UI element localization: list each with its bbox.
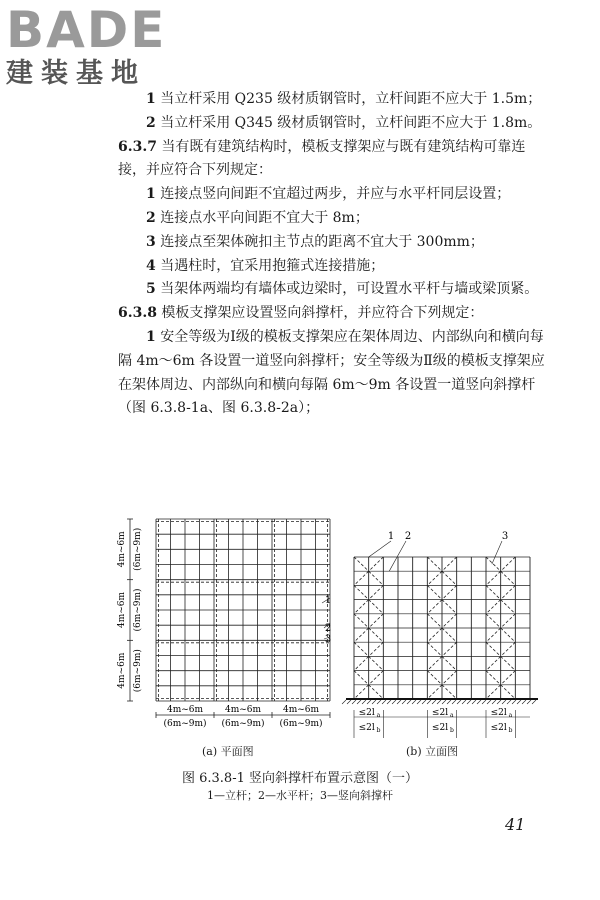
elev-brace-line xyxy=(501,685,516,699)
elev-ground-hatch xyxy=(487,700,491,704)
paragraph-text: 当立杆采用 Q235 级材质钢管时，立杆间距不应大于 1.5m； xyxy=(155,91,542,107)
plan-callout-label: 3 xyxy=(324,634,332,645)
plan-span-label: 4m~6m xyxy=(282,705,320,715)
paragraph-text: 当遇柱时，宜采用抱箍式连接措施； xyxy=(155,257,385,274)
elev-brace-line xyxy=(369,656,384,670)
elev-brace-line xyxy=(501,656,516,670)
elev-ground-hatch xyxy=(357,700,361,704)
elev-brace-line xyxy=(501,628,516,642)
elev-ground-hatch xyxy=(422,700,426,704)
page-number: 41 xyxy=(505,815,526,834)
elev-ground-hatch xyxy=(492,700,496,704)
elev-ground-hatch xyxy=(372,700,376,704)
plan-span-label: (6m~9m) xyxy=(221,719,265,729)
logo-chinese: 建装基地 xyxy=(6,58,146,89)
paragraph-text: 当架体两端均有墙体或边梁时，可设置水平杆与墙或梁顶紧。 xyxy=(155,281,539,298)
elev-dimension-subscript: a xyxy=(450,712,454,719)
elev-ground-hatch xyxy=(342,700,346,704)
elev-ground-hatch xyxy=(477,700,481,704)
paragraph-text: 连接点竖向间距不宜超过两步，并应与水平杆同层设置； xyxy=(155,186,511,203)
elev-ground-hatch xyxy=(457,700,461,704)
item-number: 1 xyxy=(146,186,156,203)
elev-brace-line xyxy=(427,685,442,699)
elev-brace-line xyxy=(442,571,457,585)
elev-brace-line xyxy=(486,614,501,628)
elev-brace-line xyxy=(427,656,442,670)
elev-ground-hatch xyxy=(442,700,446,704)
plan-span-label: 4m~6m xyxy=(224,705,262,715)
elev-ground-hatch xyxy=(507,700,511,704)
elev-brace-line xyxy=(369,628,384,642)
elevation-caption: (b) 立面图 xyxy=(406,745,459,758)
elev-ground-hatch xyxy=(502,700,506,704)
elev-ground-hatch xyxy=(532,700,536,704)
elev-brace-line xyxy=(442,600,457,614)
elev-ground-hatch xyxy=(462,700,466,704)
elev-brace-line xyxy=(427,614,442,628)
elev-brace-line xyxy=(486,642,501,656)
elev-dimension-label: ≤2l xyxy=(358,723,375,733)
elev-ground-hatch xyxy=(397,700,401,704)
elev-brace-line xyxy=(427,671,442,685)
elev-dimension-subscript: a xyxy=(508,712,513,719)
elev-brace-line xyxy=(427,642,442,656)
elev-ground-hatch xyxy=(407,700,411,704)
elev-ground-hatch xyxy=(417,700,421,704)
elev-brace-line xyxy=(501,585,516,599)
elev-brace-line xyxy=(369,685,384,699)
elev-brace-line xyxy=(486,656,501,670)
plan-caption: (a) 平面图 xyxy=(202,745,254,758)
elev-brace-line xyxy=(486,585,501,599)
body-text xyxy=(118,88,548,421)
elev-dimension-label: ≤2l xyxy=(490,723,507,733)
elev-brace-line xyxy=(501,614,516,628)
elev-ground-hatch xyxy=(367,700,371,704)
item-number: 5 xyxy=(146,281,156,298)
elev-ground-hatch xyxy=(497,700,501,704)
elev-brace-line xyxy=(369,614,384,628)
section-paragraph xyxy=(118,302,548,326)
elev-dimension-label: ≤2l xyxy=(358,708,375,718)
elev-brace-line xyxy=(486,600,501,614)
elev-brace-line xyxy=(501,557,516,571)
elev-brace-line xyxy=(442,614,457,628)
list-item xyxy=(118,207,548,231)
plan-span-label: 4m~6m xyxy=(117,652,127,689)
elev-brace-line xyxy=(354,671,369,685)
elev-brace-line xyxy=(501,671,516,685)
paragraph-text: 当有既有建筑结构时，模板支撑架应与既有建筑结构可靠连接，并应符合下列规定： xyxy=(118,138,526,179)
list-item xyxy=(118,183,548,207)
list-item xyxy=(118,231,548,255)
elev-brace-line xyxy=(442,585,457,599)
elev-dimension-subscript: b xyxy=(450,727,454,734)
plan-callout-label: 2 xyxy=(324,623,332,634)
figure-legend: 1—立杆；2—水平杆；3—竖向斜撑杆 xyxy=(207,789,393,802)
elev-ground-hatch xyxy=(377,700,381,704)
elev-brace-line xyxy=(354,642,369,656)
elev-brace-line xyxy=(427,571,442,585)
plan-span-label: 4m~6m xyxy=(166,705,204,715)
elev-brace-line xyxy=(369,600,384,614)
elev-ground-hatch xyxy=(482,700,486,704)
elev-brace-line xyxy=(442,557,457,571)
list-item xyxy=(118,88,548,112)
elev-ground-hatch xyxy=(427,700,431,704)
item-number: 1 xyxy=(146,328,156,345)
plan-span-label: (6m~9m) xyxy=(133,649,143,693)
elev-brace-line xyxy=(354,628,369,642)
plan-span-label: (6m~9m) xyxy=(279,719,323,729)
elev-ground-hatch xyxy=(522,700,526,704)
elev-ground-hatch xyxy=(447,700,451,704)
elev-callout-label: 3 xyxy=(501,531,509,542)
elev-callout-label: 1 xyxy=(387,531,395,542)
elev-ground-hatch xyxy=(392,700,396,704)
section-number: 6.3.8 xyxy=(118,305,157,322)
elev-ground-hatch xyxy=(472,700,476,704)
brand-logo xyxy=(6,1,176,90)
paragraph-text: 当立杆采用 Q345 级材质钢管时，立杆间距不应大于 1.8m。 xyxy=(155,114,542,131)
elev-brace-line xyxy=(442,656,457,670)
elev-callout-label: 2 xyxy=(404,531,412,542)
item-number: 3 xyxy=(146,233,156,250)
elev-ground-hatch xyxy=(527,700,531,704)
plan-span-label: (6m~9m) xyxy=(163,719,207,729)
elev-callout-leader xyxy=(369,541,391,557)
elev-ground-hatch xyxy=(452,700,456,704)
plan-span-label: 4m~6m xyxy=(117,531,127,568)
elev-brace-line xyxy=(486,685,501,699)
list-item xyxy=(118,326,548,421)
plan-span-label: 4m~6m xyxy=(117,591,127,629)
elev-brace-line xyxy=(427,557,442,571)
elev-brace-line xyxy=(427,600,442,614)
elev-brace-line xyxy=(369,642,384,656)
item-number: 1 xyxy=(146,91,156,107)
elev-brace-line xyxy=(501,571,516,585)
elev-ground-hatch xyxy=(362,700,366,704)
elev-ground-hatch xyxy=(382,700,386,704)
elev-ground-hatch xyxy=(387,700,391,704)
elev-brace-line xyxy=(442,671,457,685)
elev-brace-line xyxy=(369,557,384,571)
item-number: 2 xyxy=(146,209,156,226)
elev-brace-line xyxy=(354,685,369,699)
elev-brace-line xyxy=(354,600,369,614)
elev-brace-line xyxy=(501,642,516,656)
item-number: 2 xyxy=(146,114,156,131)
elev-brace-line xyxy=(486,557,501,571)
plan-callout-label: 1 xyxy=(324,595,332,606)
elev-dimension-label: ≤2l xyxy=(490,708,507,718)
plan-span-label: (6m~9m) xyxy=(133,588,143,632)
elev-brace-line xyxy=(486,671,501,685)
elev-ground-hatch xyxy=(402,700,406,704)
elev-ground-hatch xyxy=(432,700,436,704)
figure-title: 图 6.3.8-1 竖向斜撑杆布置示意图（一） xyxy=(181,771,418,786)
paragraph-text: 连接点水平向间距不宜大于 8m； xyxy=(155,209,369,226)
elev-ground-hatch xyxy=(352,700,356,704)
item-number: 4 xyxy=(146,257,156,274)
elev-ground-hatch xyxy=(467,700,471,704)
elev-dimension-label: ≤2l xyxy=(431,723,449,733)
elev-brace-line xyxy=(354,571,369,585)
elev-brace-line xyxy=(354,614,369,628)
elev-ground-hatch xyxy=(517,700,521,704)
elev-brace-line xyxy=(486,628,501,642)
elev-ground-hatch xyxy=(437,700,441,704)
elev-dimension-label: ≤2l xyxy=(431,708,449,718)
paragraph-text: 安全等级为Ⅰ级的模板支撑架应在架体周边、内部纵向和横向每隔 4m～6m 各设置一道竖向斜撑杆；安全等级为Ⅱ级的模板支撑架应在架体周边、内部纵向和横向每隔 6m～9m 各设置一道竖向斜撑杆（图 6.3.8-1a、图 6.3.8-2a）； xyxy=(118,328,545,417)
elev-brace-line xyxy=(442,685,457,699)
elev-ground-hatch xyxy=(412,700,416,704)
elev-brace-line xyxy=(354,656,369,670)
elev-brace-line xyxy=(486,571,501,585)
elev-brace-line xyxy=(354,585,369,599)
elev-dimension-subscript: a xyxy=(376,712,381,719)
elev-brace-line xyxy=(369,585,384,599)
elev-brace-line xyxy=(442,628,457,642)
list-item xyxy=(118,278,548,302)
plan-span-label: (6m~9m) xyxy=(133,527,143,571)
section-number: 6.3.7 xyxy=(118,138,157,155)
elev-brace-line xyxy=(427,585,442,599)
elev-dimension-subscript: b xyxy=(376,727,381,734)
section-paragraph xyxy=(118,136,548,184)
list-item xyxy=(118,255,548,279)
elev-brace-line xyxy=(501,600,516,614)
elev-ground-hatch xyxy=(347,700,351,704)
elev-brace-line xyxy=(369,671,384,685)
list-item xyxy=(118,112,548,136)
paragraph-text: 模板支撑架应设置竖向斜撑杆，并应符合下列规定： xyxy=(156,305,484,322)
elev-brace-line xyxy=(354,557,369,571)
figure-drawing xyxy=(110,515,550,765)
elev-brace-line xyxy=(442,642,457,656)
elev-ground-hatch xyxy=(512,700,516,704)
elev-brace-line xyxy=(427,628,442,642)
elev-dimension-subscript: b xyxy=(508,727,513,734)
logo-word: BADE xyxy=(6,1,167,59)
elev-brace-line xyxy=(369,571,384,585)
paragraph-text: 连接点至架体碗扣主节点的距离不宜大于 300mm； xyxy=(155,233,484,250)
